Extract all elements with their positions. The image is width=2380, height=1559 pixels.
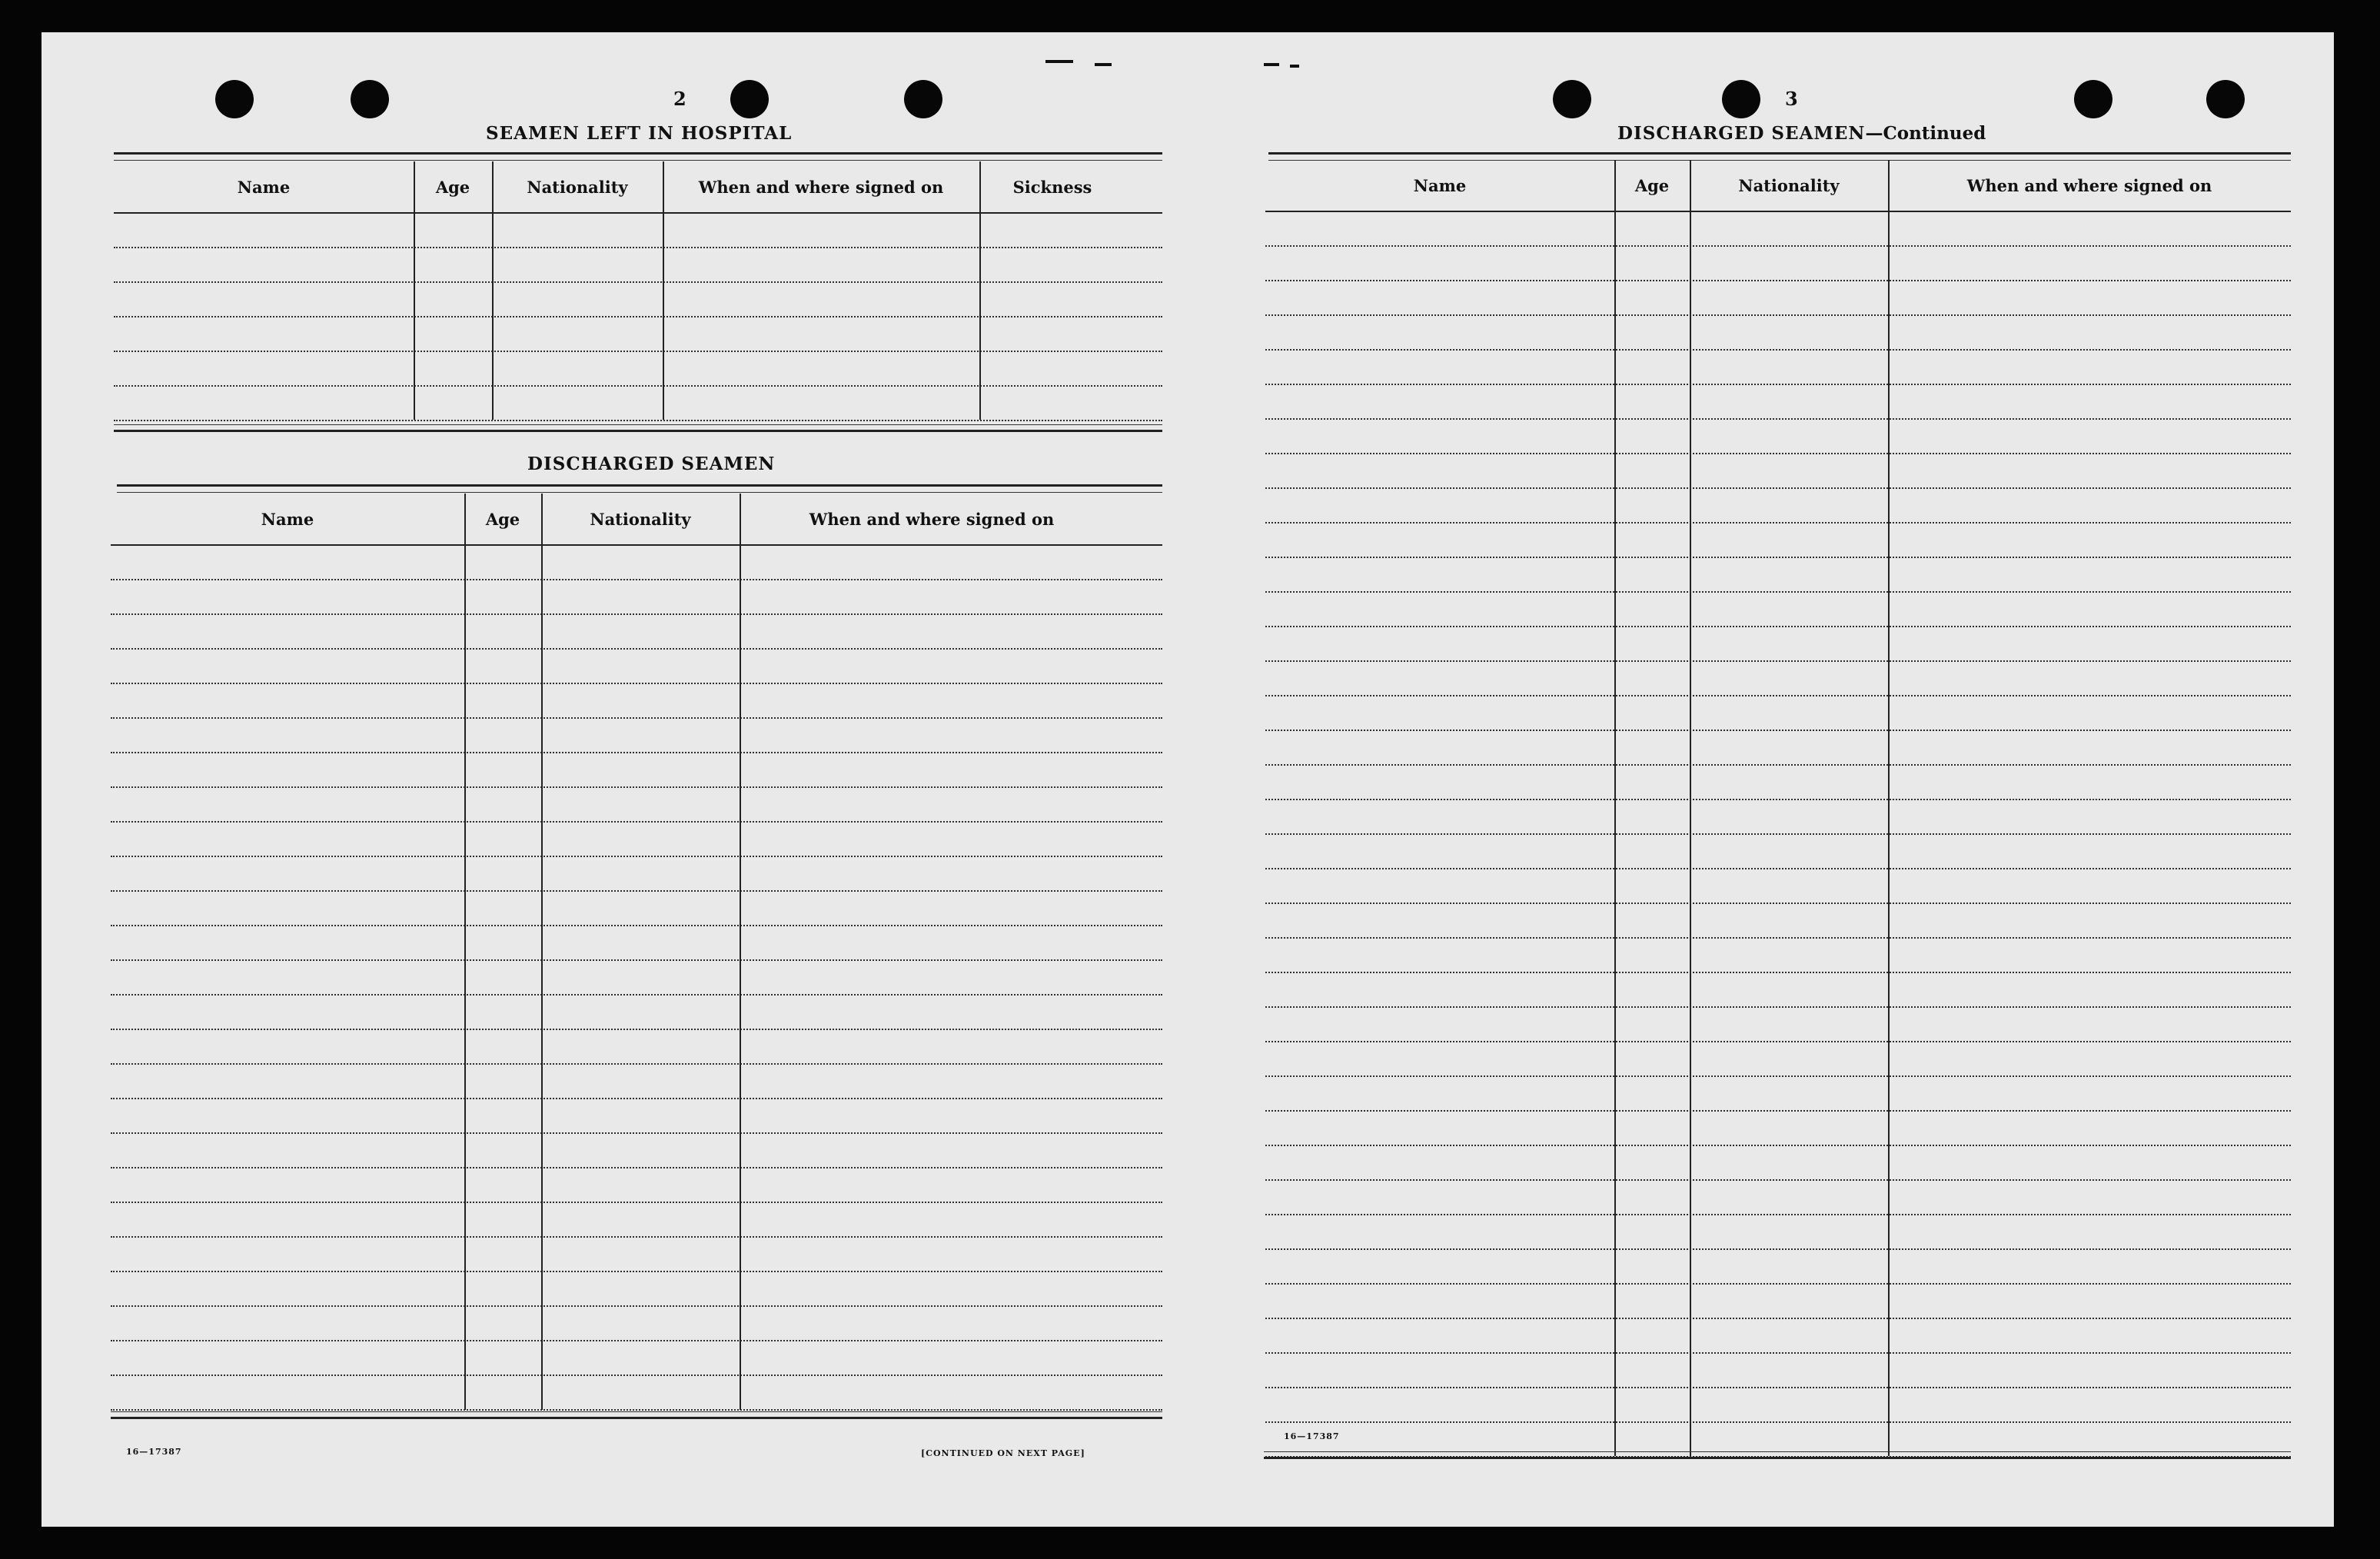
table-row <box>1265 420 2291 454</box>
table-row <box>1265 212 2291 247</box>
continued-note: [CONTINUED ON NEXT PAGE] <box>921 1448 1085 1458</box>
table-row <box>1265 696 2291 731</box>
punch-hole <box>904 80 942 118</box>
column-divider <box>1888 160 1890 1456</box>
title-suffix: —Continued <box>1865 123 1986 144</box>
table-row <box>114 283 1162 317</box>
table-row <box>111 788 1162 823</box>
table-row <box>111 1238 1162 1272</box>
table-row <box>1265 1042 2291 1077</box>
form-number: 16—17387 <box>1284 1431 1340 1441</box>
column-divider <box>1690 160 1691 1456</box>
punch-hole <box>351 80 389 118</box>
column-divider <box>740 494 741 1410</box>
table-row <box>1265 1215 2291 1250</box>
table-row <box>111 857 1162 892</box>
discharged-continued-table <box>1265 160 2291 1458</box>
table-row <box>1265 731 2291 766</box>
table-row <box>1265 351 2291 385</box>
table-row <box>111 1376 1162 1411</box>
column-header-sickness: Sickness <box>1012 177 1092 197</box>
table-row <box>111 1099 1162 1134</box>
table-row <box>1265 1077 2291 1112</box>
column-divider <box>464 494 466 1410</box>
table-row <box>111 823 1162 857</box>
table-row <box>1265 281 2291 316</box>
table-row <box>114 352 1162 387</box>
column-header-signed-on: When and where signed on <box>1966 175 2212 195</box>
table-header <box>111 494 1162 546</box>
table-row <box>114 214 1162 248</box>
right-page <box>1264 32 2309 1527</box>
punch-hole <box>1553 80 1591 118</box>
table-row <box>114 248 1162 283</box>
column-header-nationality: Nationality <box>1738 175 1840 195</box>
table-row <box>1265 1250 2291 1285</box>
punch-hole <box>2074 80 2112 118</box>
table-row <box>1265 454 2291 489</box>
table-row <box>1265 385 2291 420</box>
table-row <box>1265 489 2291 524</box>
table-row <box>1265 1388 2291 1423</box>
table-row <box>111 1341 1162 1376</box>
column-header-age: Age <box>485 509 520 529</box>
table-row <box>111 650 1162 684</box>
column-divider <box>1614 160 1616 1456</box>
column-header-nationality: Nationality <box>590 509 691 529</box>
column-header-name: Name <box>261 509 314 529</box>
column-divider <box>541 494 543 1410</box>
page-number: 3 <box>1785 88 1798 110</box>
table-row <box>1265 939 2291 973</box>
table-row <box>111 996 1162 1030</box>
column-divider <box>414 161 415 420</box>
title-main: DISCHARGED SEAMEN <box>1617 123 1866 144</box>
column-header-age: Age <box>435 177 470 197</box>
section-title-hospital: SEAMEN LEFT IN HOSPITAL <box>486 123 793 144</box>
hospital-table <box>114 161 1162 421</box>
column-divider <box>979 161 981 420</box>
discharged-rows <box>111 546 1162 1411</box>
column-divider <box>492 161 494 420</box>
table-row <box>1265 1146 2291 1181</box>
table-row <box>111 1307 1162 1341</box>
table-row <box>111 753 1162 788</box>
table-row <box>1265 247 2291 281</box>
table-row <box>111 580 1162 615</box>
table-row <box>111 926 1162 961</box>
table-row <box>111 1134 1162 1168</box>
table-row <box>111 719 1162 753</box>
form-number: 16—17387 <box>126 1447 182 1457</box>
punch-hole <box>730 80 769 118</box>
table-row <box>1265 593 2291 627</box>
table-row <box>111 615 1162 650</box>
table-row <box>111 1065 1162 1099</box>
section-title-discharged-continued <box>1617 123 1986 144</box>
table-row <box>1265 1285 2291 1319</box>
table-bottom-rule <box>1264 1451 2291 1459</box>
table-row <box>1265 973 2291 1008</box>
table-row <box>1265 766 2291 800</box>
section-title-discharged: DISCHARGED SEAMEN <box>527 454 776 474</box>
punch-hole <box>1722 80 1760 118</box>
left-page <box>111 32 1156 1527</box>
table-row <box>1265 1181 2291 1215</box>
page-number: 2 <box>673 88 686 110</box>
table-header <box>114 161 1162 214</box>
column-header-signed-on: When and where signed on <box>698 177 944 197</box>
table-row <box>114 387 1162 421</box>
table-row <box>1265 904 2291 939</box>
table-row <box>111 1272 1162 1307</box>
table-row <box>1265 524 2291 558</box>
table-row <box>111 892 1162 926</box>
table-row <box>111 1168 1162 1203</box>
column-header-nationality: Nationality <box>527 177 628 197</box>
discharged-continued-rows <box>1265 212 2291 1458</box>
table-top-rule <box>114 152 1162 161</box>
table-row <box>111 684 1162 719</box>
table-row <box>1265 662 2291 696</box>
punch-hole <box>2206 80 2245 118</box>
column-header-name: Name <box>1413 175 1467 195</box>
table-row <box>1265 1354 2291 1388</box>
table-top-rule <box>117 484 1162 493</box>
table-row <box>1265 316 2291 351</box>
table-row <box>1265 1112 2291 1146</box>
table-bottom-rule <box>114 424 1162 432</box>
table-row <box>111 961 1162 996</box>
table-row <box>1265 800 2291 835</box>
punch-hole <box>215 80 254 118</box>
column-header-age: Age <box>1634 175 1670 195</box>
table-row <box>1265 627 2291 662</box>
table-bottom-rule <box>111 1411 1162 1419</box>
table-row <box>111 1030 1162 1065</box>
column-divider <box>663 161 664 420</box>
table-header <box>1265 160 2291 212</box>
table-row <box>114 317 1162 352</box>
table-row <box>111 546 1162 580</box>
table-row <box>1265 558 2291 593</box>
table-row <box>111 1203 1162 1238</box>
column-header-signed-on: When and where signed on <box>809 509 1055 529</box>
document-sheet <box>42 32 2334 1527</box>
hospital-rows <box>114 214 1162 421</box>
table-row <box>1265 869 2291 904</box>
column-header-name: Name <box>237 177 291 197</box>
table-row <box>1265 1008 2291 1042</box>
table-row <box>1265 835 2291 869</box>
table-row <box>1265 1319 2291 1354</box>
discharged-table <box>111 494 1162 1411</box>
